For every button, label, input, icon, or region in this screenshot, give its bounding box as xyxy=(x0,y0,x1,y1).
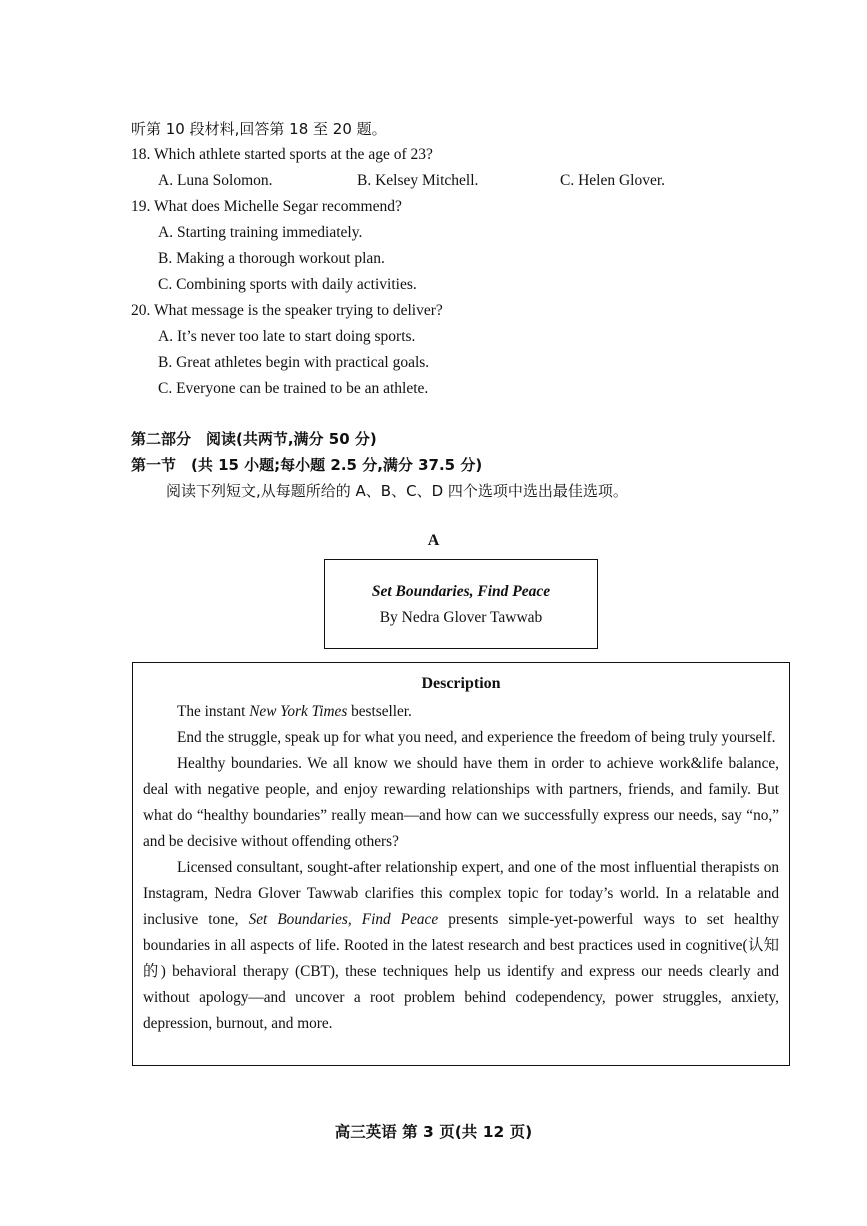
question-20-stem: 20. What message is the speaker trying to deliver? xyxy=(131,302,443,319)
question-19-option-b: B. Making a thorough workout plan. xyxy=(158,250,385,267)
description-paragraph-4 xyxy=(143,855,779,1037)
description-box xyxy=(132,662,790,1066)
question-20-option-c: C. Everyone can be trained to be an athlete. xyxy=(158,380,429,397)
p1-emphasis: New York Times xyxy=(249,703,348,720)
book-title-box xyxy=(324,559,598,649)
reading-section-heading: 第一节 (共 15 小题;每小题 2.5 分,满分 37.5 分) xyxy=(131,456,483,474)
p4-emphasis: Set Boundaries, Find Peace xyxy=(248,911,439,928)
passage-letter: A xyxy=(427,532,440,549)
p4-pre: Licensed consultant, sought-after relationship expert, and one of the most influential therapists on Instagram, Nedra Glover Tawwab clarifies this complex topic for today’s world. In a relatable and inclusive tone, xyxy=(143,859,779,928)
book-author: By Nedra Glover Tawwab xyxy=(379,609,543,626)
page-footer: 高三英语 第 3 页(共 12 页) xyxy=(334,1123,533,1141)
description-paragraph-2: End the struggle, speak up for what you need, and experience the freedom of being truly yourself. xyxy=(177,729,776,746)
description-heading: Description xyxy=(421,675,501,692)
question-18-option-b: B. Kelsey Mitchell. xyxy=(357,172,479,189)
question-19-option-c: C. Combining sports with daily activities. xyxy=(158,276,417,293)
question-20-option-b: B. Great athletes begin with practical goals. xyxy=(158,354,430,371)
description-paragraph-3: Healthy boundaries. We all know we should have them in order to achieve work&life balance, deal with negative people, and enjoy rewarding relationships with partners, friends, and family. But what do “healthy boundaries” really mean—and how can we successfully express our needs, say “no,” and be decisive without offending others? xyxy=(143,755,779,850)
question-18-option-c: C. Helen Glover. xyxy=(560,172,666,189)
p1-pre: The instant xyxy=(177,703,250,720)
question-18-stem: 18. Which athlete started sports at the age of 23? xyxy=(131,146,433,163)
question-18-option-a: A. Luna Solomon. xyxy=(158,172,273,189)
listening-instruction: 听第 10 段材料,回答第 18 至 20 题。 xyxy=(131,120,387,138)
description-paragraph-1 xyxy=(143,699,779,725)
question-20-option-a: A. It’s never too late to start doing sports. xyxy=(158,328,416,345)
question-19-stem: 19. What does Michelle Segar recommend? xyxy=(131,198,402,215)
p1-post: bestseller. xyxy=(347,703,412,720)
p4-post: presents simple-yet-powerful ways to set healthy boundaries in all aspects of life. Rooted in the latest research and best practices used in cognitive(认知的) behavioral therapy (CBT), these techniques help us identify and express our needs clearly and without apology—and uncover a root problem behind codependency, power struggles, anxiety, depression, burnout, and more. xyxy=(143,911,779,1032)
reading-directions: 阅读下列短文,从每题所给的 A、B、C、D 四个选项中选出最佳选项。 xyxy=(166,482,628,500)
question-19-option-a: A. Starting training immediately. xyxy=(158,224,363,241)
reading-part-heading: 第二部分 阅读(共两节,满分 50 分) xyxy=(131,430,377,448)
book-title: Set Boundaries, Find Peace xyxy=(371,583,551,600)
